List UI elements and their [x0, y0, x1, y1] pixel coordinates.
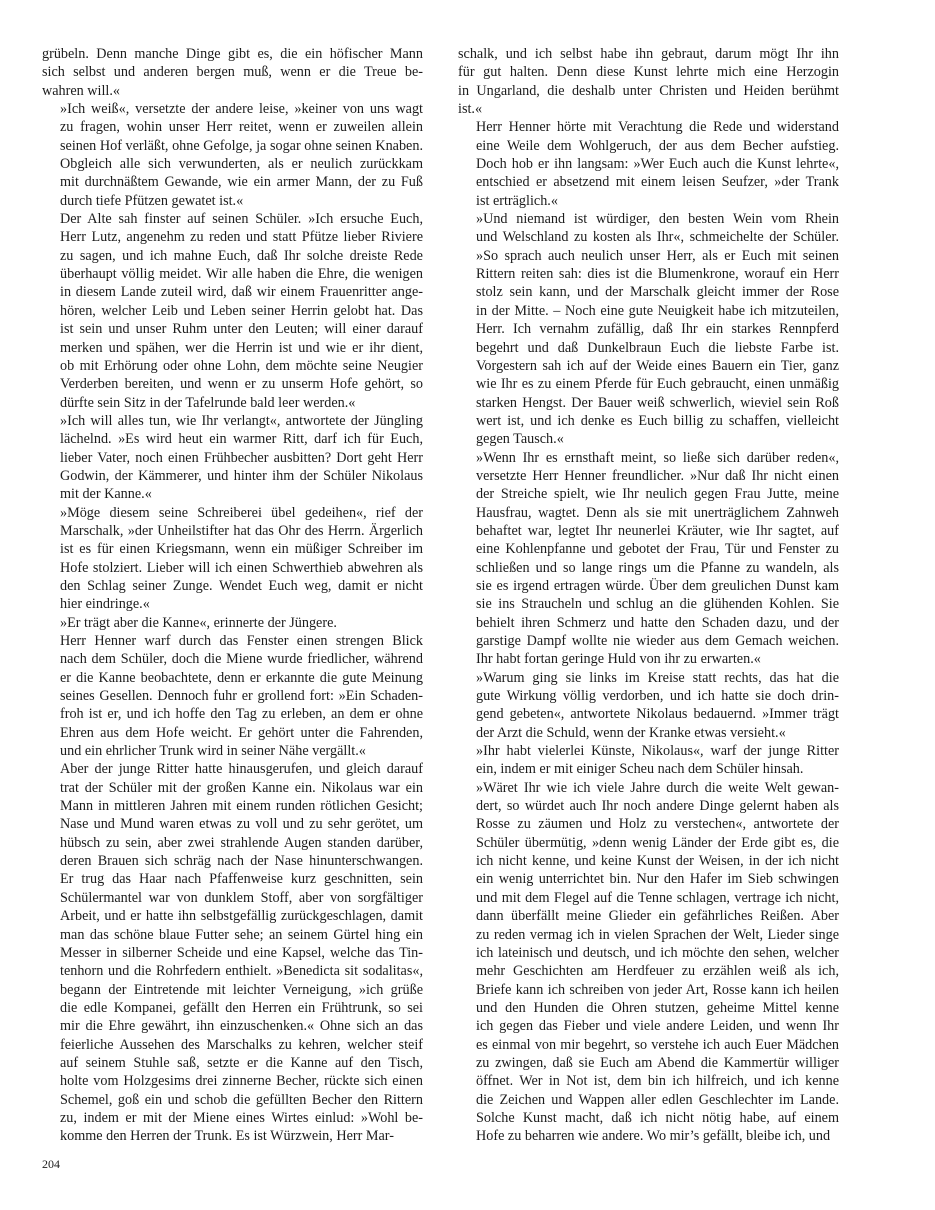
text-line: merken und spähen, wer die Herrin ist und wie er ihr dient, [60, 339, 423, 356]
paragraph [42, 760, 423, 1145]
text-line: stolz sein kann, und der Marschalk gleicht immer der Rose [476, 284, 839, 301]
text-line: in diesem Lande zuteil wird, daß wir einem Frauenritter ange- [60, 284, 423, 301]
paragraph [458, 45, 839, 118]
text-line: komme den Herren der Trunk. Es ist Würzwein, Herr Mar- [60, 1128, 394, 1145]
text-line: durch tiefe Pfützen gewatet ist.« [60, 192, 244, 209]
text-line: öffnet. Wer in Not ist, dem bin ich hilfreich, und ich kenne [476, 1073, 839, 1090]
text-line: gegen Tausch.« [476, 431, 564, 448]
text-line: ein wenig unterrichtet bin. Nur den Hafer im Sieb schwingen [476, 871, 839, 888]
text-line: Er trug das Haar nach Pfaffenweise kurz geschnitten, sein [60, 871, 423, 888]
text-line: es einmal von mir begehrt, so verstehe ich auch Euer Mädchen [476, 1036, 839, 1053]
text-line: eine Weile dem Wohlgeruch, der aus dem Becher aufstieg. [476, 137, 839, 154]
right-column [458, 45, 839, 1146]
text-line: entschied er absetzend mit einem leisen Seufzer, »der Trank [476, 174, 839, 191]
text-line: ob mit Erhörung oder ohne Lohn, dem möchte seine Neugier [60, 357, 423, 374]
left-column [42, 45, 423, 1146]
text-line: deren Brauen sich schräg nach der Nase hinunterschwangen. [60, 853, 423, 870]
paragraph [458, 742, 839, 779]
text-line: mit der Kanne.« [60, 486, 152, 503]
text-line: Herr Henner warf durch das Fenster einen strengen Blick [60, 633, 423, 649]
text-line: begann der Eintretende mit leichter Verneigung, »ich grüße [60, 981, 423, 998]
text-line: gend gebeten«, antwortete Nikolaus bedauernd. »Immer trägt [476, 706, 839, 723]
text-line: man das schöne blaue Futter sehe; an seinem Gürtel hing ein [60, 926, 423, 943]
text-line: Hofe zu beharren wie andere. Wo mir’s gefällt, bleibe ich, und [476, 1128, 831, 1145]
text-line: Briefe kann ich schreiben von jeder Art, Rosse kann ich heilen [476, 981, 839, 998]
text-line: »Ich will alles tun, wie Ihr verlangt«, antwortete der Jüngling [60, 412, 423, 429]
text-line: ich lateinisch und deutsch, und ich möchte den sehen, welcher [476, 944, 839, 961]
text-line: Marschalk, »der Unheilstifter hat das Ohr des Herrn. Ärgerlich [60, 522, 423, 539]
text-line: zu fragen, wohin unser Herr reitet, wenn er zuweilen allein [60, 119, 423, 136]
text-line: schalk, und ich selbst habe ihn gebraut, darum mögt Ihr ihn [458, 46, 839, 62]
paragraph [42, 614, 423, 632]
text-line: gute Wirkung völlig verdorben, und ich hatte sie doch drin- [476, 688, 839, 705]
text-line: seinen Hof verläßt, ohne Gefolge, ja sogar ohne seinen Knaben. [60, 137, 423, 154]
paragraph [42, 45, 423, 100]
text-line: »Möge diesem seine Schreiberei übel gedeihen«, rief der [60, 504, 423, 521]
text-line: Der Alte sah finster auf seinen Schüler. »Ich ersuche Euch, [60, 211, 423, 228]
text-line: Solche Kunst macht, daß ich nicht nötig habe, auf einem [476, 1109, 839, 1126]
paragraph [42, 504, 423, 614]
text-line: dert, so würdet auch Ihr noch andere Dinge gelernt haben als [476, 798, 839, 815]
paragraph [458, 210, 839, 448]
text-line: Aber der junge Ritter hatte hinausgerufen, und gleich darauf [60, 761, 423, 778]
text-line: den Schlag seiner Zunge. Wendet Euch weg, damit er nicht [60, 577, 423, 594]
text-line: »Warum ging sie links im Kreise statt rechts, das hat die [476, 669, 839, 686]
text-line: »Ich weiß«, versetzte der andere leise, »keiner von uns wagt [60, 101, 423, 118]
text-line: behielt ihren Schmerz und hatte den Schaden dazu, und der [476, 614, 839, 631]
text-line: ich nicht kenne, und keine Kunst der Weisen, in der ich nicht [476, 853, 839, 870]
text-line: »Ihr habt vielerlei Künste, Nikolaus«, warf der junge Ritter [476, 743, 839, 760]
paragraph [458, 449, 839, 669]
text-line: zu reden vermag ich in vielen Sprachen der Welt, Lieder singe [476, 926, 839, 943]
text-line: überhaupt völlig meidet. Wir alle haben die Ehre, die wenigen [60, 266, 423, 283]
paragraph [458, 779, 839, 1146]
text-line: Messer in silberner Scheide und eine Kapsel, welche das Tin- [60, 944, 423, 961]
text-line: tenhorn und die Rohrfedern enthielt. »Benedicta sit sodalitas«, [60, 963, 423, 980]
text-line: er die Kanne beobachtete, denn er erkannte die gute Meinung [60, 669, 423, 686]
paragraph [42, 412, 423, 504]
text-line: Schemel, goß ein und schob die gefüllten Becher den Rittern [60, 1091, 423, 1108]
text-line: feierliche Aussehen des Marschalks zu kehren, welcher steif [60, 1036, 423, 1053]
text-line: lächelnd. »Es wird heut ein warmer Ritt, darf ich für Euch, [60, 431, 423, 448]
text-line: Rittern reiten sah: dies ist die Blumenkrone, worauf ein Herr [476, 266, 839, 283]
text-line: und den Hunden die Ohren stutzen, geheime Mittel kenne [476, 999, 839, 1016]
text-line: ein, indem er mit einiger Scheu nach dem Schüler hinsah. [476, 761, 804, 778]
text-line: Schüler übermütig, »denn wenig Länder der Erde gibt es, die [476, 834, 839, 851]
text-line: versetzte Herr Henner freundlicher. »Nur daß Ihr nicht einen [476, 467, 839, 484]
text-line: Hausfrau, wagtet. Denn als sie mit unerträglichem Zahnweh [476, 504, 839, 521]
text-line: Doch hob er ihn langsam: »Wer Euch auch die Kunst lehrte«, [476, 156, 839, 173]
text-line: der Arzt die Schuld, wenn der Kranke etwas versieht.« [476, 724, 786, 741]
text-line: froh ist er, und ich hoffe den Tag zu erleben, an dem er ohne [60, 706, 423, 723]
text-line: dürfte sein Sitz in der Tafelrunde bald leer werden.« [60, 394, 356, 411]
text-line: und mit dem Flegel auf die Tenne schlagen, vertrage ich nicht, [476, 889, 839, 906]
paragraph [42, 210, 423, 412]
text-line: Nase und Mund waren etwas zu voll und zu sehr gerötet, um [60, 816, 423, 833]
text-line: dann überfällt meine Glieder ein gefährliches Reißen. Aber [476, 908, 839, 925]
text-line: zu zwingen, daß sie Euch am Abend die Kammertür williger [476, 1054, 839, 1071]
text-line: »Und niemand ist würdiger, den besten Wein vom Rhein [476, 211, 839, 228]
text-line: sich selbst und anderen bergen muß, wenn er die Treue be- [42, 64, 423, 81]
text-line: Herr. Ich vernahm zufällig, daß Ihr ein starkes Rennpferd [476, 321, 839, 338]
text-line: auf seinem Stuhle saß, setzte er die Kanne auf den Tisch, [60, 1054, 423, 1071]
text-line: Vorgestern sah ich auf der Weide eines Bauern ein Tier, ganz [476, 357, 839, 374]
text-line: mir die Ehre gewährt, ihn einzuschenken.« Ohne sich an das [60, 1018, 423, 1035]
text-line: für gut halten. Denn diese Kunst lehrte mich eine Herzogin [458, 64, 839, 81]
text-line: Ehren aus dem Hofe weicht. Er gehört unter die Fahrenden, [60, 724, 423, 741]
text-line: hier eindringe.« [60, 596, 150, 613]
text-line: grübeln. Denn manche Dinge gibt es, die ein höfischer Mann [42, 46, 423, 62]
text-line: und ein ehrlicher Trunk wird in seiner Nähe vergällt.« [60, 743, 366, 760]
page-number: 204 [42, 1157, 60, 1171]
text-line: begehrt und daß Dunkelbraun Euch die liebste Farbe ist. [476, 339, 839, 356]
text-line: »Wenn Ihr es ernsthaft meint, so ließe sich darüber reden«, [476, 449, 839, 466]
text-line: sie ins Straucheln und schlug an die glühenden Kohlen. Sie [476, 596, 839, 613]
text-line: Ihr habt fortan geringe Huld von ihr zu erwarten.« [476, 651, 761, 668]
text-line: eine Kohlenpfanne und gebotet der Frau, Tür und Fenster zu [476, 541, 839, 558]
text-line: Hofe stolziert. Lieber will ich einen Schwerthieb abwehren als [60, 559, 423, 576]
text-line: seines Gesellen. Dennoch fuhr er grollend fort: »Ein Schaden- [60, 688, 423, 705]
text-line: ist sein und unser Ruhm unter den Leuten; will einer darauf [60, 321, 423, 338]
text-line: behaftet war, legtet Ihr neunerlei Kräuter, wie Ihr sagtet, auf [476, 522, 839, 539]
text-line: Rosse zu zäumen und Holz zu verstechen«, antwortete der [476, 816, 839, 833]
paragraph [458, 118, 839, 210]
text-line: wie Ihr es zu einem Pferde für Euch gebraucht, einen unmäßig [476, 376, 839, 393]
text-line: »Wäret Ihr wie ich viele Jahre durch die weite Welt gewan- [476, 779, 839, 796]
text-line: ist erträglich.« [476, 192, 558, 209]
text-line: hübsch zu sein, aber zwei strahlende Augen standen darüber, [60, 834, 423, 851]
text-line: wert ist, und ich denke es Euch billig zu schaffen, vielleicht [476, 412, 839, 429]
text-line: wahren will.« [42, 82, 121, 99]
text-line: lieber Vater, noch einen Frühbecher ausbitten? Dort geht Herr [60, 449, 423, 466]
text-line: garstige Dampf wollte nie wieder aus dem Gemach weichen. [476, 633, 839, 649]
text-line: »Er trägt aber die Kanne«, erinnerte der Jüngere. [60, 614, 337, 631]
text-line: mit durchnäßtem Gewande, wie ein armer Mann, der zu Fuß [60, 174, 423, 191]
text-line: in der Mitte. – Noch eine gute Neuigkeit habe ich mitzuteilen, [476, 302, 839, 319]
text-line: mehr Geschichten am Herdfeuer zu erzählen weiß als ich, [476, 963, 839, 980]
text-line: zu, indem er mit der Miene eines Wirtes einlud: »Wohl be- [60, 1109, 423, 1126]
text-line: hören, welcher Leib und Leben seiner Herrin gelobt hat. Das [60, 302, 423, 319]
text-line: Godwin, der Kämmerer, und hinter ihm der Schüler Nikolaus [60, 467, 423, 484]
text-line: nach dem Schüler, doch die Miene wurde friedlicher, während [60, 651, 423, 668]
text-line: Mann in mittleren Jahren mit einem runden rötlichen Gesicht; [60, 798, 423, 815]
text-line: die Zeichen und Wappen aller edlen Geschlechter im Lande. [476, 1091, 839, 1108]
text-line: holte vom Holzgesims drei zinnerne Becher, rückte sich einen [60, 1073, 423, 1090]
text-line: zu sagen, und ich mahne Euch, daß Ihr solche dreiste Rede [60, 247, 423, 264]
text-line: Verderben bereiten, und wenn er zu unserm Hofe gehört, so [60, 376, 423, 393]
paragraph [42, 632, 423, 760]
paragraph [42, 100, 423, 210]
text-line: in Ungarland, die deshalb unter Christen und Heiden berühmt [458, 82, 839, 99]
text-line: und Welschland zu kosten als Ihr«, schmeichelte der Schüler. [476, 229, 839, 246]
text-line: Herr Henner hörte mit Verachtung die Rede und widerstand [476, 119, 839, 136]
text-line: ist.« [458, 101, 483, 118]
text-line: ist es für einen Kriegsmann, wenn ein müßiger Schreiber im [60, 541, 423, 558]
text-line: Arbeit, und er hatte ihn selbstgefällig zurückgeschlagen, damit [60, 908, 423, 925]
text-line: die edle Kompanei, gefällt den Herren ein Frühtrunk, so sei [60, 999, 423, 1016]
text-line: starken Hengst. Der Bauer weiß schwerlich, wieviel sein Roß [476, 394, 839, 411]
text-line: der Streiche spielt, wie Ihr neulich gegen Frau Jutte, meine [476, 486, 839, 503]
text-line: schließen und so lange rings um die Pfanne zu wandeln, als [476, 559, 839, 576]
text-line: trat der Schüler mit der großen Kanne ein. Nikolaus war ein [60, 779, 423, 796]
text-line: Schülermantel war von dunklem Stoff, aber von sorgfältiger [60, 889, 423, 906]
text-line: Herr Lutz, angenehm zu reden und statt Pfütze lieber Riviere [60, 229, 423, 246]
text-line: ich gegen das Fieber und viele andere Leiden, und wenn Ihr [476, 1018, 839, 1035]
text-line: Obgleich alle sich verwunderten, als er neulich zurückkam [60, 156, 423, 173]
paragraph [458, 669, 839, 742]
text-line: »So sprach auch neulich unser Herr, als er Euch mit seinen [476, 247, 839, 264]
text-line: sie es irgend ertragen würde. Über dem greulichen Dunst kam [476, 577, 839, 594]
